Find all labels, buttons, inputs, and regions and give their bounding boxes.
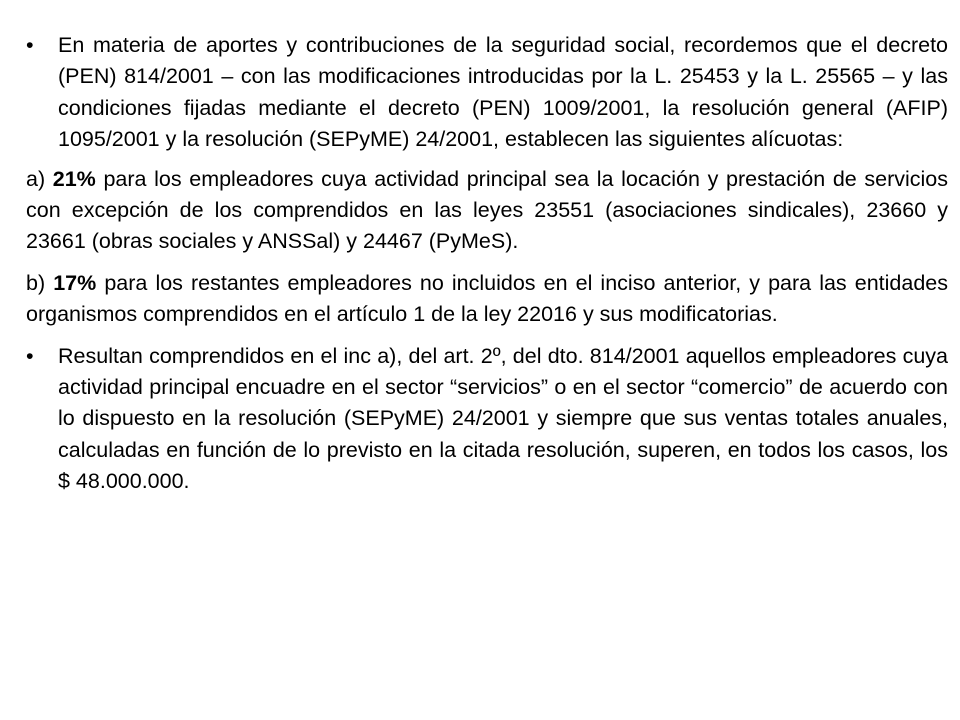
paragraph-comprendidos xyxy=(26,341,948,498)
paragraph-item-a xyxy=(26,164,948,258)
bullet-marker: • xyxy=(26,343,34,368)
slide-content xyxy=(26,30,948,498)
rate-17-percent: 17% xyxy=(53,270,97,295)
rate-21-percent: 21% xyxy=(52,166,96,191)
paragraph-text: para los empleadores cuya actividad principal sea la locación y prestación de servicios con excepción de los comprendidos en las leyes 23551 (asociaciones sindicales), 23660 y 23661 (obras sociales y ANSSal) y 24467 (PyMeS). xyxy=(26,166,949,254)
bullet-marker: • xyxy=(26,33,34,57)
item-prefix: b) xyxy=(26,270,54,295)
paragraph-item-b xyxy=(26,268,948,331)
paragraph-aportes xyxy=(26,30,948,156)
paragraph-text: En materia de aportes y contribuciones de la seguridad social, recordemos que el decreto (PEN) 814/2001 – con las modificaciones introducidas por la L. 25453 y la L. 25565 – y las condiciones fijadas mediante el decreto (PEN) 1009/2001, la resolución general (AFIP) 1095/2001 y la resolución (SEPyME) 24/2001, establecen las siguientes alícuotas: xyxy=(58,33,948,152)
paragraph-text: para los restantes empleadores no incluidos en el inciso anterior, y para las entidades organismos comprendidos en el artículo 1 de la ley 22016 y sus modificatorias. xyxy=(26,270,948,327)
item-prefix: a) xyxy=(26,166,53,191)
paragraph-text: Resultan comprendidos en el inc a), del art. 2º, del dto. 814/2001 aquellos empleadores cuya actividad principal encuadre en el sector “servicios” o en el sector “comercio” de acuerdo con lo dispuesto en la resolución (SEPyME) 24/2001 y siempre que sus ventas totales anuales, calculadas en función de lo previsto en la citada resolución, superen, en todos los casos, los $ 48.000.000. xyxy=(58,343,948,494)
